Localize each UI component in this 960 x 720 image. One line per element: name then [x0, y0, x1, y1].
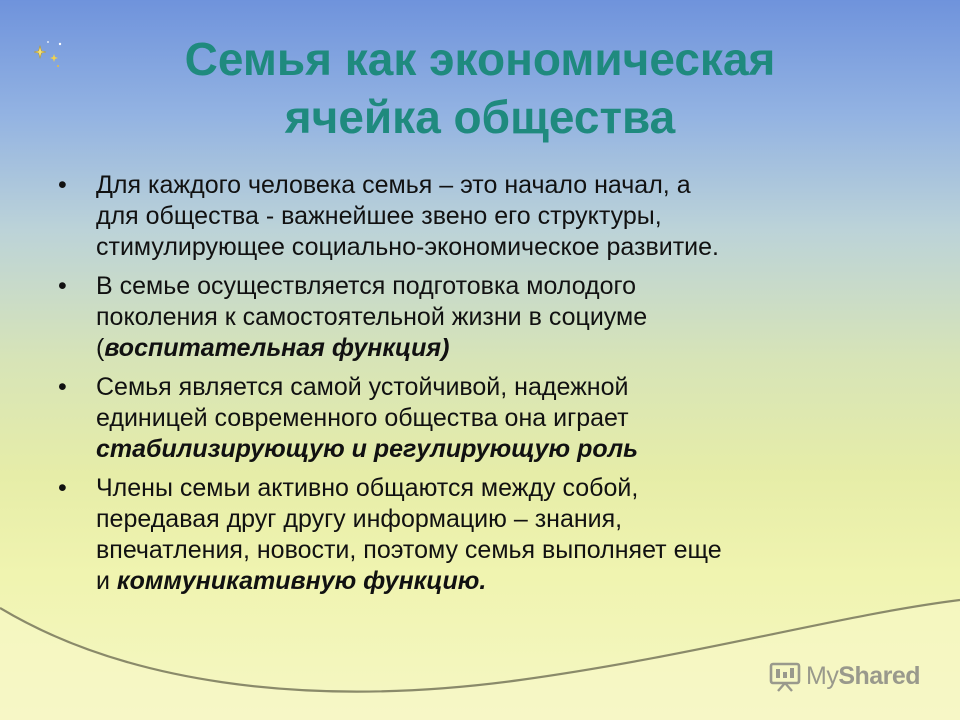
bullet-item: [58, 271, 918, 364]
bullet-1-line-3: стимулирующее социально-экономическое развитие.: [96, 233, 719, 261]
decorative-wave: [0, 560, 960, 720]
bullet-4-emphasis: коммуникативную функцию.: [116, 567, 487, 595]
presentation-board-icon: [768, 659, 802, 693]
bullet-2-line-1: В семье осуществляется подготовка молодого: [96, 272, 637, 300]
title-line-2: ячейка общества: [284, 91, 676, 143]
watermark-text: [806, 662, 920, 691]
bullet-4-line-2: передавая друг другу информацию – знания,: [96, 505, 623, 533]
bullet-3-line-2: единицей современного общества она играет: [96, 404, 629, 432]
bullet-marker: •: [58, 272, 67, 300]
bullet-2-emphasis: воспитательная функция): [104, 334, 450, 362]
bullet-marker: •: [58, 171, 67, 199]
bullet-1-line-1: Для каждого человека семья – это начало начал, а: [96, 171, 691, 199]
bullet-list: [58, 170, 918, 605]
bullet-4-line-4: и: [96, 567, 117, 595]
bullet-2-line-3: (: [96, 334, 105, 362]
bullet-1-line-2: для общества - важнейшее звено его структуры,: [96, 202, 662, 230]
bullet-item: [58, 170, 918, 263]
watermark-prefix: My: [806, 661, 839, 690]
bullet-marker: •: [58, 373, 67, 401]
watermark: [768, 656, 928, 696]
bullet-item: [58, 372, 918, 465]
bullet-4-line-1: Члены семьи активно общаются между собой,: [96, 474, 639, 502]
bullet-4-line-3: впечатления, новости, поэтому семья выполняет еще: [96, 536, 722, 564]
title-line-1: Семья как экономическая: [184, 33, 776, 85]
bullet-2-line-2: поколения к самостоятельной жизни в социуме: [96, 303, 648, 331]
watermark-suffix: Shared: [838, 661, 921, 690]
bullet-3-emphasis: стабилизирующую и регулирующую роль: [96, 435, 639, 463]
slide-title: [40, 30, 920, 146]
bullet-marker: •: [58, 474, 67, 502]
bullet-3-line-1: Семья является самой устойчивой, надежной: [96, 373, 629, 401]
